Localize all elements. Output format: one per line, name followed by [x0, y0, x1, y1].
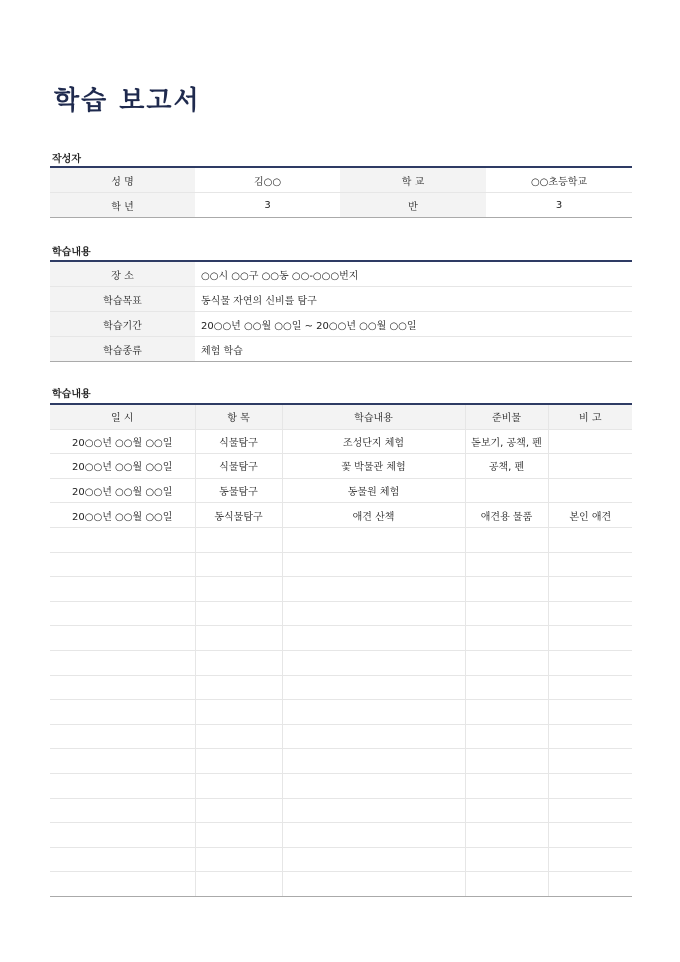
field-value: 김○○	[195, 167, 340, 193]
table-cell	[282, 798, 465, 823]
table-cell	[282, 650, 465, 675]
table-cell	[282, 675, 465, 700]
table-cell	[195, 872, 282, 897]
table-cell	[50, 552, 195, 577]
author-table	[50, 166, 632, 218]
table-cell	[282, 577, 465, 602]
table-cell	[465, 798, 548, 823]
table-cell	[195, 724, 282, 749]
table-cell	[282, 527, 465, 552]
table-cell	[465, 847, 548, 872]
table-cell: 20○○년 ○○월 ○○일	[50, 478, 195, 503]
field-value: 3	[486, 193, 632, 218]
table-cell	[548, 429, 632, 454]
table-cell	[50, 724, 195, 749]
table-cell	[195, 552, 282, 577]
field-label: 학 교	[340, 167, 486, 193]
field-label: 성 명	[50, 167, 195, 193]
table-cell	[548, 675, 632, 700]
table-row	[50, 261, 632, 287]
field-label: 장 소	[50, 261, 195, 287]
table-row	[50, 454, 632, 479]
table-cell	[548, 798, 632, 823]
table-cell	[465, 478, 548, 503]
table-cell	[282, 847, 465, 872]
table-row	[50, 724, 632, 749]
table-row	[50, 700, 632, 725]
table-cell	[50, 773, 195, 798]
table-cell	[195, 700, 282, 725]
table-cell	[195, 798, 282, 823]
table-row	[50, 773, 632, 798]
table-row	[50, 577, 632, 602]
table-cell	[548, 872, 632, 897]
author-section-label: 작성자	[52, 154, 81, 165]
table-cell	[548, 626, 632, 651]
table-row	[50, 527, 632, 552]
table-cell	[195, 650, 282, 675]
table-cell: 동물탐구	[195, 478, 282, 503]
table-cell	[465, 552, 548, 577]
table-cell	[548, 552, 632, 577]
table-row	[50, 193, 632, 218]
table-row	[50, 287, 632, 312]
table-cell	[195, 527, 282, 552]
table-cell	[282, 773, 465, 798]
field-value: 체험 학습	[195, 337, 632, 362]
schedule-section-label: 학습내용	[52, 389, 91, 400]
table-cell: 식물탐구	[195, 429, 282, 454]
table-row	[50, 478, 632, 503]
table-row	[50, 749, 632, 774]
table-row	[50, 429, 632, 454]
table-cell	[548, 773, 632, 798]
table-cell	[50, 847, 195, 872]
table-row	[50, 626, 632, 651]
column-header: 항 목	[195, 404, 282, 429]
table-cell	[548, 454, 632, 479]
schedule-table	[50, 403, 632, 897]
table-cell: 20○○년 ○○월 ○○일	[50, 454, 195, 479]
table-cell	[282, 601, 465, 626]
field-label: 학습기간	[50, 312, 195, 337]
table-cell	[50, 872, 195, 897]
table-row	[50, 601, 632, 626]
table-cell	[50, 626, 195, 651]
content-section-label: 학습내용	[52, 247, 91, 258]
table-cell	[50, 700, 195, 725]
table-cell	[548, 650, 632, 675]
table-cell	[465, 872, 548, 897]
column-header: 준비물	[465, 404, 548, 429]
table-cell	[195, 601, 282, 626]
table-cell	[50, 798, 195, 823]
table-cell	[548, 724, 632, 749]
field-value: 3	[195, 193, 340, 218]
field-label: 학습목표	[50, 287, 195, 312]
table-cell	[50, 601, 195, 626]
table-cell	[282, 626, 465, 651]
table-cell	[548, 478, 632, 503]
table-cell	[195, 626, 282, 651]
table-cell	[548, 527, 632, 552]
table-cell	[195, 675, 282, 700]
table-row	[50, 337, 632, 362]
table-cell	[282, 552, 465, 577]
table-cell	[282, 749, 465, 774]
table-cell	[195, 749, 282, 774]
table-row	[50, 823, 632, 848]
table-cell	[50, 823, 195, 848]
table-cell	[50, 675, 195, 700]
table-cell	[465, 650, 548, 675]
table-cell	[548, 700, 632, 725]
table-row	[50, 312, 632, 337]
table-cell	[195, 577, 282, 602]
table-row	[50, 503, 632, 528]
table-cell	[465, 773, 548, 798]
table-cell	[548, 823, 632, 848]
field-value: 동식물 자연의 신비를 탐구	[195, 287, 632, 312]
table-cell: 20○○년 ○○월 ○○일	[50, 503, 195, 528]
table-cell	[465, 626, 548, 651]
table-cell	[548, 749, 632, 774]
column-header: 비 고	[548, 404, 632, 429]
field-value: 20○○년 ○○월 ○○일 ~ 20○○년 ○○월 ○○일	[195, 312, 632, 337]
content-table	[50, 260, 632, 362]
table-cell	[50, 527, 195, 552]
table-cell: 공책, 펜	[465, 454, 548, 479]
table-cell	[548, 577, 632, 602]
table-cell	[465, 577, 548, 602]
field-value: ○○초등학교	[486, 167, 632, 193]
table-row	[50, 552, 632, 577]
column-header: 일 시	[50, 404, 195, 429]
table-row	[50, 650, 632, 675]
column-header: 학습내용	[282, 404, 465, 429]
table-cell	[195, 823, 282, 848]
table-cell	[50, 650, 195, 675]
table-cell: 애견용 물품	[465, 503, 548, 528]
table-row	[50, 675, 632, 700]
table-cell	[465, 601, 548, 626]
table-cell	[465, 724, 548, 749]
table-cell	[50, 577, 195, 602]
table-cell	[548, 847, 632, 872]
table-cell: 식물탐구	[195, 454, 282, 479]
table-cell	[465, 823, 548, 848]
table-cell	[465, 700, 548, 725]
table-cell	[195, 847, 282, 872]
page-title: 학습 보고서	[54, 86, 201, 116]
table-row	[50, 872, 632, 897]
field-label: 학 년	[50, 193, 195, 218]
table-cell	[282, 823, 465, 848]
table-row	[50, 847, 632, 872]
table-cell	[282, 700, 465, 725]
table-row	[50, 167, 632, 193]
table-cell: 꽃 박물관 체험	[282, 454, 465, 479]
field-label: 학습종류	[50, 337, 195, 362]
table-cell	[465, 527, 548, 552]
table-cell: 본인 애견	[548, 503, 632, 528]
field-label: 반	[340, 193, 486, 218]
table-cell: 동식물탐구	[195, 503, 282, 528]
table-cell	[195, 773, 282, 798]
table-row	[50, 798, 632, 823]
table-cell	[548, 601, 632, 626]
table-cell	[50, 749, 195, 774]
table-cell: 조성단지 체험	[282, 429, 465, 454]
table-cell: 동물원 체험	[282, 478, 465, 503]
table-cell	[282, 724, 465, 749]
table-cell: 돋보기, 공책, 펜	[465, 429, 548, 454]
table-cell	[465, 675, 548, 700]
field-value: ○○시 ○○구 ○○동 ○○-○○○번지	[195, 261, 632, 287]
table-cell	[465, 749, 548, 774]
table-cell	[282, 872, 465, 897]
table-cell: 애견 산책	[282, 503, 465, 528]
table-cell: 20○○년 ○○월 ○○일	[50, 429, 195, 454]
